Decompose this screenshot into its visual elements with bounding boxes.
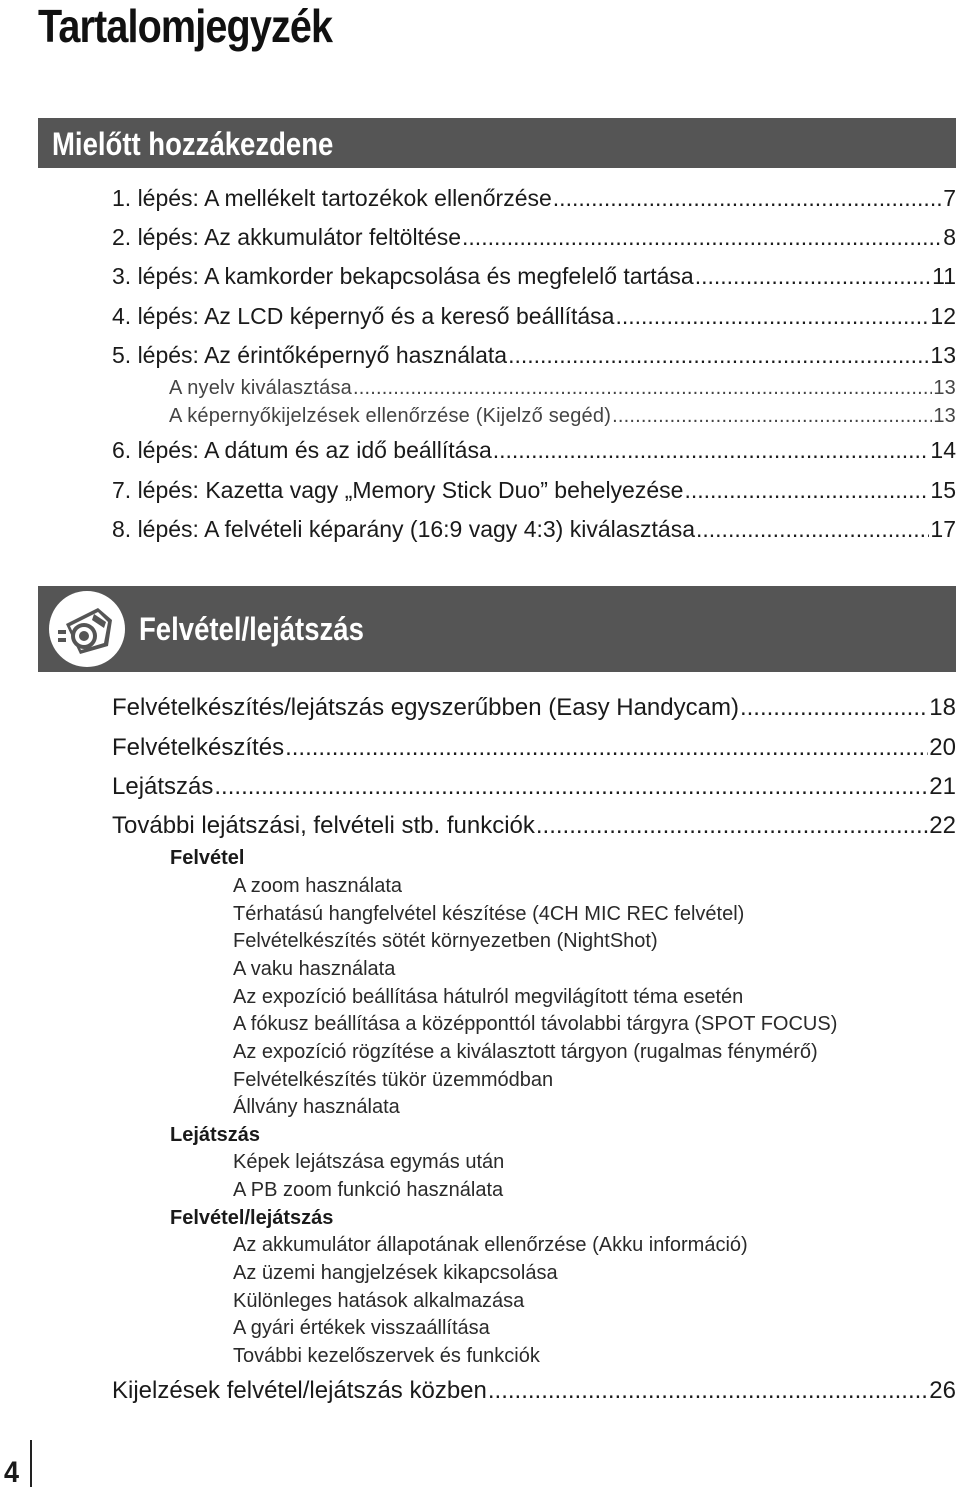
toc-entry-page: 15 — [930, 477, 956, 503]
leader-dots — [285, 733, 928, 763]
toc-entry-page: 8 — [943, 224, 956, 250]
toc-subentry[interactable] — [169, 403, 956, 429]
section-header-recording-playback — [38, 586, 956, 672]
list-item: Az expozíció rögzítése a kiválasztott tárgyon (rugalmas fénymérő) — [233, 1041, 818, 1063]
toc-entry-page: 14 — [930, 437, 956, 463]
leader-dots — [493, 436, 930, 464]
leader-dots — [696, 515, 929, 543]
list-item: A zoom használata — [233, 875, 402, 897]
page-title: Tartalomjegyzék — [38, 0, 333, 52]
toc-entry-text: 5. lépés: Az érintőképernyő használata — [112, 342, 508, 368]
toc-entry-text: 1. lépés: A mellékelt tartozékok ellenőrzése — [112, 185, 552, 211]
leader-dots — [612, 403, 932, 429]
list-item: Felvételkészítés sötét környezetben (NightShot) — [233, 930, 658, 952]
leader-dots — [695, 262, 931, 290]
toc-entry-page: 18 — [929, 694, 956, 721]
list-item: További kezelőszervek és funkciók — [233, 1345, 540, 1367]
toc-entry-page: 22 — [929, 812, 956, 839]
toc-entry-page: 13 — [930, 342, 956, 368]
toc-entry[interactable] — [112, 341, 956, 369]
toc-entry-text: 4. lépés: Az LCD képernyő és a kereső beállítása — [112, 303, 615, 329]
leader-dots — [684, 476, 929, 504]
toc-entry-page: 12 — [930, 303, 956, 329]
toc-subentry[interactable] — [169, 375, 956, 401]
toc-entry-text: További lejátszási, felvételi stb. funkciók — [112, 812, 535, 839]
leader-dots — [214, 772, 928, 802]
group-heading-recording-playback: Felvétel/lejátszás — [170, 1207, 334, 1229]
toc-entry-page: 17 — [930, 516, 956, 542]
toc-entry-page: 7 — [943, 185, 956, 211]
list-item: Felvételkészítés tükör üzemmódban — [233, 1069, 554, 1091]
toc-entry-page: 21 — [929, 773, 956, 800]
list-item: A vaku használata — [233, 958, 396, 980]
list-item: Az expozíció beállítása hátulról megvilágított téma esetén — [233, 986, 744, 1008]
toc-entry-text: 6. lépés: A dátum és az idő beállítása — [112, 437, 492, 463]
toc-entry-page: 13 — [933, 405, 956, 427]
list-item: Az akkumulátor állapotának ellenőrzése (Akku információ) — [233, 1234, 748, 1256]
toc-entry[interactable] — [112, 1376, 956, 1406]
leader-dots — [508, 341, 929, 369]
toc-entry-text: 3. lépés: A kamkorder bekapcsolása és megfelelő tartása — [112, 263, 694, 289]
list-item: A gyári értékek visszaállítása — [233, 1317, 490, 1339]
toc-entry-text: Felvételkészítés — [112, 734, 285, 761]
leader-dots — [615, 302, 929, 330]
toc-entry[interactable] — [112, 772, 956, 802]
toc-entry[interactable] — [112, 302, 956, 330]
toc-entry-text: Lejátszás — [112, 773, 214, 800]
toc-entry[interactable] — [112, 811, 956, 841]
toc-entry-text: 7. lépés: Kazetta vagy „Memory Stick Duo” behelyezése — [112, 477, 684, 503]
toc-entry[interactable] — [112, 223, 956, 251]
toc-entry-page: 11 — [932, 263, 956, 289]
toc-entry[interactable] — [112, 184, 956, 212]
toc-entry[interactable] — [112, 733, 956, 763]
list-item: Különleges hatások alkalmazása — [233, 1290, 525, 1312]
camera-icon — [46, 590, 128, 668]
toc-entry-text: Kijelzések felvétel/lejátszás közben — [112, 1377, 487, 1404]
toc-entry-text: A nyelv kiválasztása — [169, 377, 352, 399]
section-header-before-start — [38, 118, 956, 168]
toc-entry[interactable] — [112, 693, 956, 723]
leader-dots — [536, 811, 928, 841]
list-item: A PB zoom funkció használata — [233, 1179, 504, 1201]
leader-dots — [740, 693, 928, 723]
list-item: Térhatású hangfelvétel készítése (4CH MIC REC felvétel) — [233, 903, 745, 925]
toc-entry-text: 2. lépés: Az akkumulátor feltöltése — [112, 224, 462, 250]
group-heading-playback: Lejátszás — [170, 1124, 261, 1146]
leader-dots — [488, 1376, 928, 1406]
list-item: Az üzemi hangjelzések kikapcsolása — [233, 1262, 558, 1284]
toc-entry-page: 13 — [933, 377, 956, 399]
list-item: Állvány használata — [233, 1096, 400, 1118]
leader-dots — [353, 375, 932, 401]
toc-entry[interactable] — [112, 476, 956, 504]
toc-entry[interactable] — [112, 262, 956, 290]
toc-entry-page: 20 — [929, 734, 956, 761]
toc-entry-text: Felvételkészítés/lejátszás egyszerűbben (Easy Handycam) — [112, 694, 739, 721]
section-title: Felvétel/lejátszás — [139, 611, 364, 647]
toc-entry-text: 8. lépés: A felvételi képarány (16:9 vagy 4:3) kiválasztása — [112, 516, 695, 542]
group-heading-recording: Felvétel — [170, 847, 245, 869]
section-title: Mielőtt hozzákezdene — [52, 126, 334, 162]
leader-dots — [553, 184, 942, 212]
toc-entry[interactable] — [112, 436, 956, 464]
list-item: A fókusz beállítása a középponttól távolabbi tárgyra (SPOT FOCUS) — [233, 1013, 838, 1035]
toc-entry-text: A képernyőkijelzések ellenőrzése (Kijelző segéd) — [169, 405, 612, 427]
leader-dots — [462, 223, 942, 251]
page-number: 4 — [4, 1456, 20, 1489]
margin-rule — [30, 1440, 32, 1487]
list-item: Képek lejátszása egymás után — [233, 1151, 505, 1173]
toc-entry[interactable] — [112, 515, 956, 543]
toc-entry-page: 26 — [929, 1377, 956, 1404]
